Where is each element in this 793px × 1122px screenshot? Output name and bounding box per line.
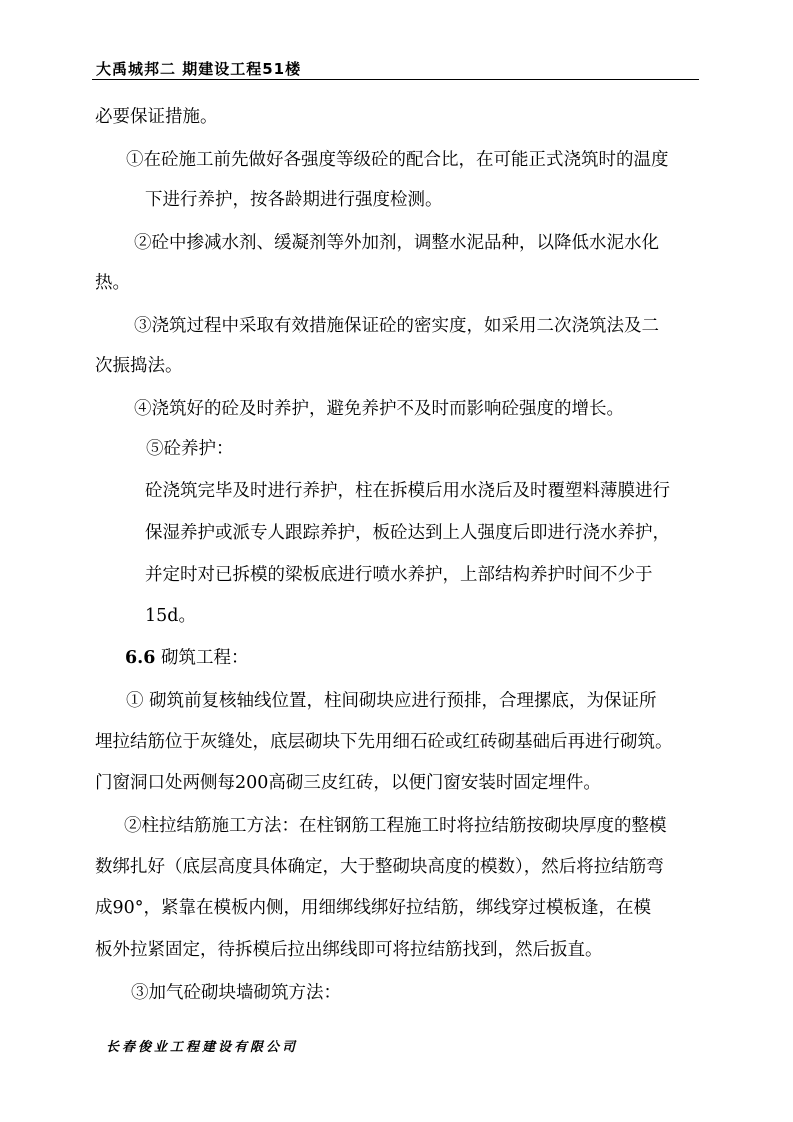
text-line: 埋拉结筋位于灰缝处，底层砌块下先用细石砼或红砖砌基础后再进行砌筑。 xyxy=(95,732,673,752)
text-line: ③加气砼砌块墙砌筑方法： xyxy=(131,983,341,1003)
text-line: 15d。 xyxy=(145,606,196,626)
text-line: ① 砌筑前复核轴线位置，柱间砌块应进行预排，合理摞底，为保证所 xyxy=(126,691,657,711)
text-line: 门窗洞口处两侧每200高砌三皮红砖，以便门窗安装时固定埋件。 xyxy=(95,773,601,793)
text-line: 数绑扎好（底层高度具体确定，大于整砌块高度的模数），然后将拉结筋弯 xyxy=(95,857,664,877)
text-line: 保湿养护或派专人跟踪养护，板砼达到上人强度后即进行浇水养护， xyxy=(145,523,670,543)
text-line: 下进行养护，按各龄期进行强度检测。 xyxy=(145,190,443,210)
text-line: ①在砼施工前先做好各强度等级砼的配合比，在可能正式浇筑时的温度 xyxy=(126,150,669,170)
text-line: ④浇筑好的砼及时养护，避免养护不及时而影响砼强度的增长。 xyxy=(134,399,624,419)
section-title: 砌筑工程： xyxy=(155,648,249,668)
section-number: 6.6 xyxy=(125,648,156,668)
text-line: 板外拉紧固定，待拆模后拉出绑线即可将拉结筋找到，然后扳直。 xyxy=(95,940,603,960)
text-line: ②砼中掺减水剂、缓凝剂等外加剂，调整水泥品种，以降低水泥水化 xyxy=(134,233,659,253)
text-line: ③浇筑过程中采取有效措施保证砼的密实度，如采用二次浇筑法及二 xyxy=(134,316,659,336)
text-line: ⑤砼养护： xyxy=(146,439,234,459)
header-title: 大禹城邦二 期建设工程51楼 xyxy=(96,60,302,78)
text-line: 次振捣法。 xyxy=(95,356,183,376)
text-line: ②柱拉结筋施工方法：在柱钢筋工程施工时将拉结筋按砌块厚度的整模 xyxy=(124,816,667,836)
section-heading xyxy=(125,646,249,670)
text-line: 热。 xyxy=(95,273,130,293)
text-line: 并定时对已拆模的梁板底进行喷水养护，上部结构养护时间不少于 xyxy=(145,565,653,585)
text-line: 砼浇筑完毕及时进行养护，柱在拆模后用水浇后及时覆塑料薄膜进行 xyxy=(145,481,670,501)
text-line: 成90°，紧靠在模板内侧，用细绑线绑好拉结筋，绑线穿过模板逢，在模 xyxy=(95,898,652,918)
text-line: 必要保证措施。 xyxy=(95,107,218,127)
header-rule xyxy=(92,79,699,80)
footer-company: 长春俊业工程建设有限公司 xyxy=(106,1040,299,1055)
